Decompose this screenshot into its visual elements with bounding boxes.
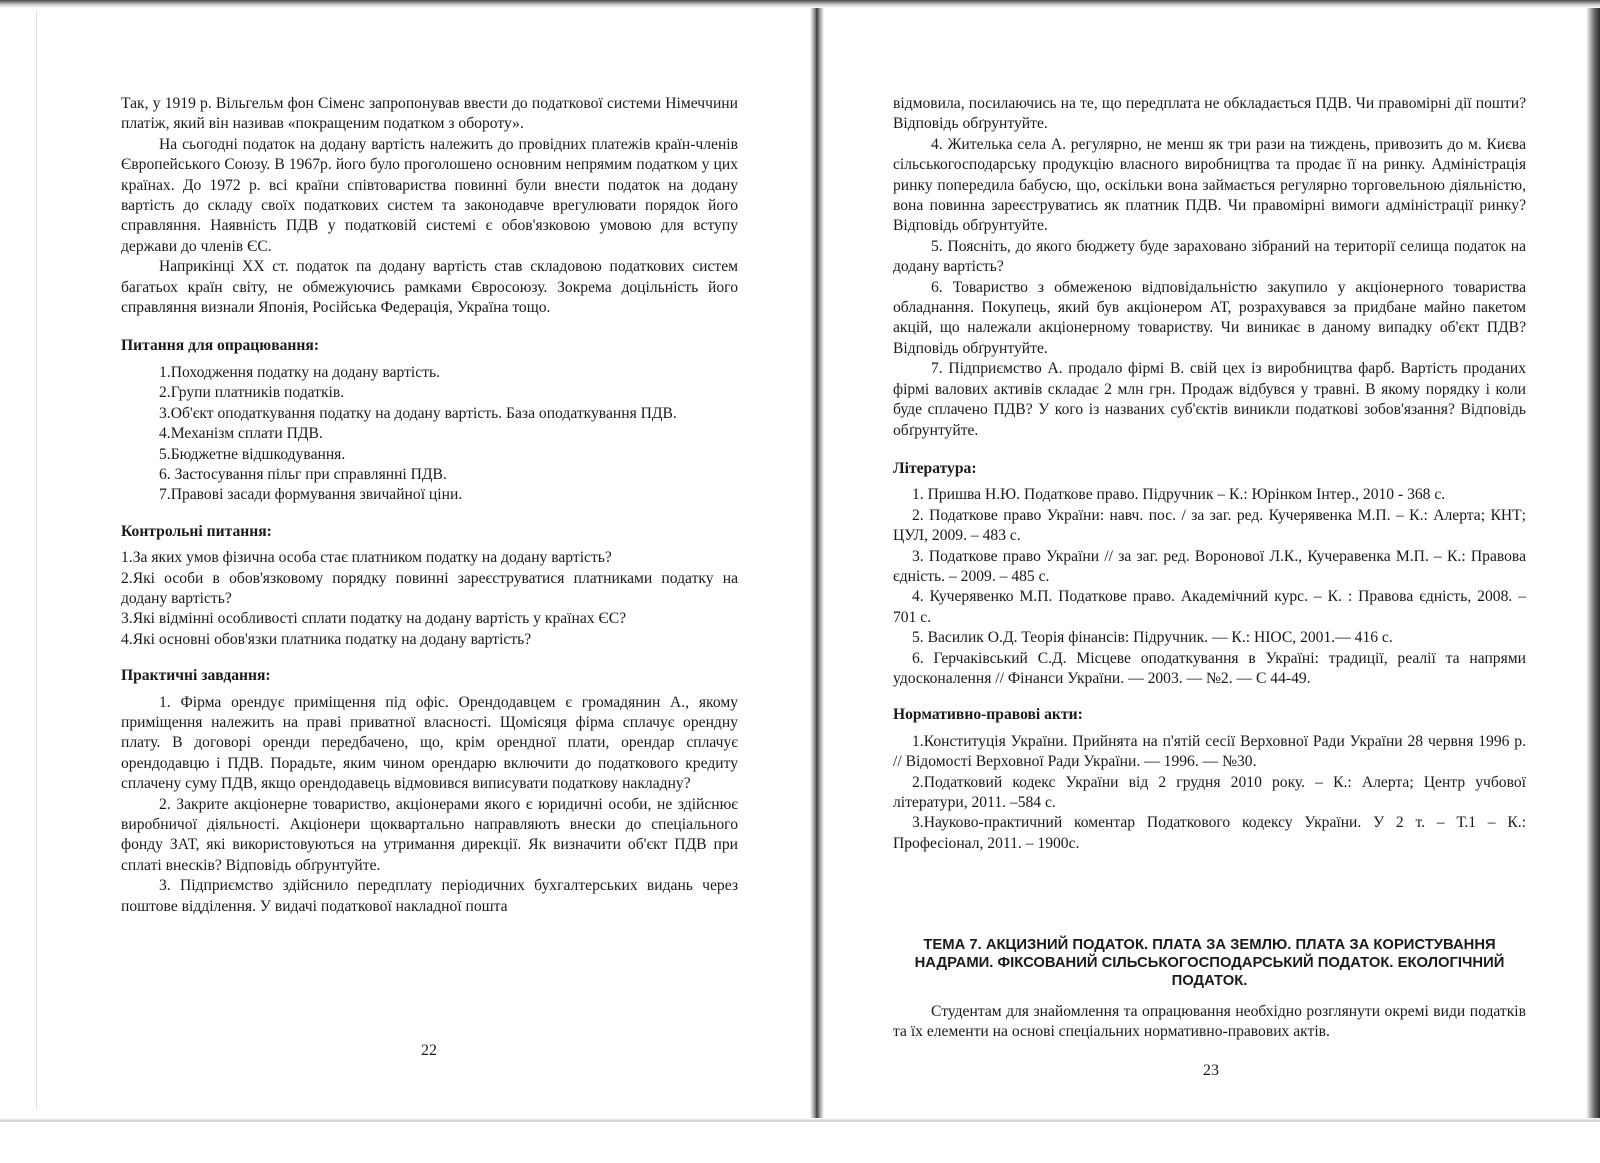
legal-act-item: 1.Конституція України. Прийнята на п'ятій сесії Верховної Ради України 28 червня 1996 р. // Відомості Верховної Ради України. — 1996. — №30. bbox=[893, 732, 1526, 771]
topic-intro-paragraph: Студентам для знайомлення та опрацювання необхідно розглянути окремі види податків та їх елементи на основі спеціальних нормативно-правових актів. bbox=[893, 1003, 1526, 1041]
practical-task-item: 6. Товариство з обмеженою відповідальністю закупило у акціонерного товариства обладнання. Покупець, який був акціонером АТ, розрахувався за придбане майно пакетом акцій, що належали акціонерному товариству. Чи виникає в даному випадку об'єкт ПДВ? Відповідь обґрунтуйте. bbox=[893, 278, 1526, 357]
book-gutter bbox=[810, 0, 824, 1125]
control-question-item: 2.Які особи в обов'язковому порядку повинні зареєструватися платниками податку на додану вартість? bbox=[121, 569, 738, 607]
literature-heading: Література: bbox=[893, 459, 977, 477]
literature-item: 3. Податкове право України // за заг. ред. Воронової Л.К., Кучеравенка М.П. – К.: Правова єдність. – 2009. – 485 с. bbox=[893, 547, 1526, 585]
intro-paragraph: Наприкінці ХХ ст. податок па додану вартість став складовою податкових систем багатьох країн світу, не обмежуючись рамками Євросоюзу. Зокрема доцільність його справляння визнали Японія, Російська Федерація, Україна тощо. bbox=[121, 258, 738, 317]
literature-item: 2. Податкове право України: навч. пос. / за заг. ред. Кучерявенка М.П. – К.: Алерта; КНТ; ЦУЛ, 2009. – 483 с. bbox=[893, 506, 1526, 545]
study-questions-heading: Питання для опрацювання: bbox=[121, 337, 320, 355]
task-continuation: відмовила, посилаючись на те, що передплата не обкладається ПДВ. Чи правомірні дії пошти? Відповідь обґрунтуйте. bbox=[893, 95, 1526, 133]
page-number-right: 23 bbox=[1203, 1062, 1219, 1079]
scan-edge-line bbox=[36, 10, 37, 1110]
left-page-text bbox=[121, 94, 738, 917]
intro-paragraph: На сьогодні податок на додану вартість належить до провідних платежів країн-членів Європейського Союзу. В 1967р. його було проголошено основним непрямим податком у цих країнах. До 1972 р. всі країни співтовариства повинні були внести податок на додану вартість до складу своїх податкових систем та законодавче врегулювати порядок його справляння. Наявність ПДВ у податковій системі є обов'язковою умовою для вступу держави до членів ЄС. bbox=[121, 135, 738, 255]
practical-task-item: 5. Поясніть, до якого бюджету буде зараховано зібраний на території селища податок на додану вартість? bbox=[893, 237, 1526, 276]
practical-task-item: 2. Закрите акціонерне товариство, акціонерами якого є юридичні особи, не здійснює виробничої діяльності. Акціонери щоквартально направляють внески до спеціального фонду ЗАТ, які використовуються на утримання дирекції. Як визначити об'єкт ПДВ при сплаті внесків? Відповідь обґрунтуйте. bbox=[121, 795, 738, 874]
study-question-item: 3.Об'єкт оподаткування податку на додану вартість. База оподаткування ПДВ. bbox=[159, 404, 677, 422]
literature-item: 5. Василик О.Д. Теорія фінансів: Підручник. — К.: НІОС, 2001.— 416 с. bbox=[912, 629, 1393, 647]
practical-task-item: 1. Фірма орендує приміщення під офіс. Орендодавцем є громадянин А., якому приміщення належить на праві приватної власності. Щомісяця фірма сплачує орендну плату. В договорі оренди передбачено, що, крім орендної плати, орендар сплачує орендодавцю і ПДВ. Порадьте, яким чином орендарю включити до податкового кредиту сплачену суму ПДВ, якщо орендодавець відмовився виписувати податкову накладну? bbox=[121, 693, 738, 793]
study-question-item: 5.Бюджетне відшкодування. bbox=[159, 445, 346, 463]
practical-task-item: 4. Жителька села А. регулярно, не менш як три рази на тиждень, привозить до м. Києва сільськогосподарську продукцію власного виробництва та продає її на ринку. Адміністрація ринку попередила бабусю, що, оскільки вона займається регулярно торговельною діяльністю, вона повинна зареєструватись як платник ПДВ. Чи правомірні вимоги адміністрації ринку? Відповідь обґрунтуйте. bbox=[893, 135, 1526, 235]
literature-item: 1. Пришва Н.Ю. Податкове право. Підручник – К.: Юрінком Інтер., 2010 - 368 с. bbox=[912, 486, 1446, 504]
topic-title: ТЕМА 7. АКЦИЗНИЙ ПОДАТОК. ПЛАТА ЗА ЗЕМЛЮ. ПЛАТА ЗА КОРИСТУВАННЯ НАДРАМИ. ФІКСОВАНИЙ СІЛЬСЬКОГОСПОДАРСЬКИЙ ПОДАТОК. ЕКОЛОГІЧНИЙ ПОДАТОК. bbox=[914, 937, 1505, 989]
study-question-item: 7.Правові засади формування звичайної ціни. bbox=[159, 486, 463, 504]
right-page-text bbox=[893, 94, 1526, 854]
topic-intro-text bbox=[893, 1002, 1526, 1043]
bottom-scan-band bbox=[0, 1122, 1600, 1163]
legal-act-item: 2.Податковий кодекс України від 2 грудня 2010 року. – К.: Алерта; Центр учбової літератури, 2011. –584 с. bbox=[893, 773, 1526, 811]
intro-paragraph: Так, у 1919 р. Вільгельм фон Сіменс запропонував ввести до податкової системи Німеччини платіж, який він називав «покращеним податком з обороту». bbox=[121, 95, 738, 133]
study-question-item: 1.Походження податку на додану вартість. bbox=[159, 363, 441, 381]
top-scan-edge bbox=[0, 0, 1600, 8]
study-question-item: 4.Механізм сплати ПДВ. bbox=[159, 425, 323, 443]
practical-tasks-heading: Практичні завдання: bbox=[121, 667, 271, 685]
page-number-left: 22 bbox=[421, 1042, 437, 1059]
legal-act-item: 3.Науково-практичний коментар Податкового кодексу України. У 2 т. – Т.1 – К.: Професіонал, 2011. – 1900с. bbox=[893, 814, 1526, 852]
control-question-item: 3.Які відмінні особливості сплати податку на додану вартість у країнах ЄС? bbox=[121, 610, 627, 628]
control-question-item: 1.За яких умов фізична особа стає платником податку на додану вартість? bbox=[121, 549, 612, 567]
study-question-item: 2.Групи платників податків. bbox=[159, 384, 345, 402]
control-question-item: 4.Які основні обов'язки платника податку на додану вартість? bbox=[121, 630, 532, 648]
study-question-item: 6. Застосування пільг при справлянні ПДВ. bbox=[159, 465, 447, 483]
practical-task-item: 7. Підприємство А. продало фірмі В. свій цех із виробництва фарб. Вартість проданих фірмі валових активів складає 2 млн грн. Продаж відбувся у травні. В якому порядку і коли буде сплачено ПДВ? У кого із названих суб'єктів виникли податкові зобов'язання? Відповідь обґрунтуйте. bbox=[893, 360, 1526, 439]
control-questions-heading: Контрольні питання: bbox=[121, 522, 272, 540]
literature-item: 6. Герчаківський С.Д. Місцеве оподаткування в Україні: традиції, реалії та напрями удосконалення // Фінанси України. — 2003. — №2. — С 44-49. bbox=[893, 649, 1526, 687]
practical-task-item: 3. Підприємство здійснило передплату періодичних бухгалтерських видань через поштове відділення. У видачі податкової накладної пошта bbox=[121, 877, 738, 915]
legal-acts-heading: Нормативно-правові акти: bbox=[893, 706, 1083, 724]
right-scan-edge bbox=[1586, 0, 1600, 1163]
literature-item: 4. Кучерявенко М.П. Податкове право. Академічний курс. – К. : Правова єдність, 2008. – 701 с. bbox=[893, 588, 1526, 626]
